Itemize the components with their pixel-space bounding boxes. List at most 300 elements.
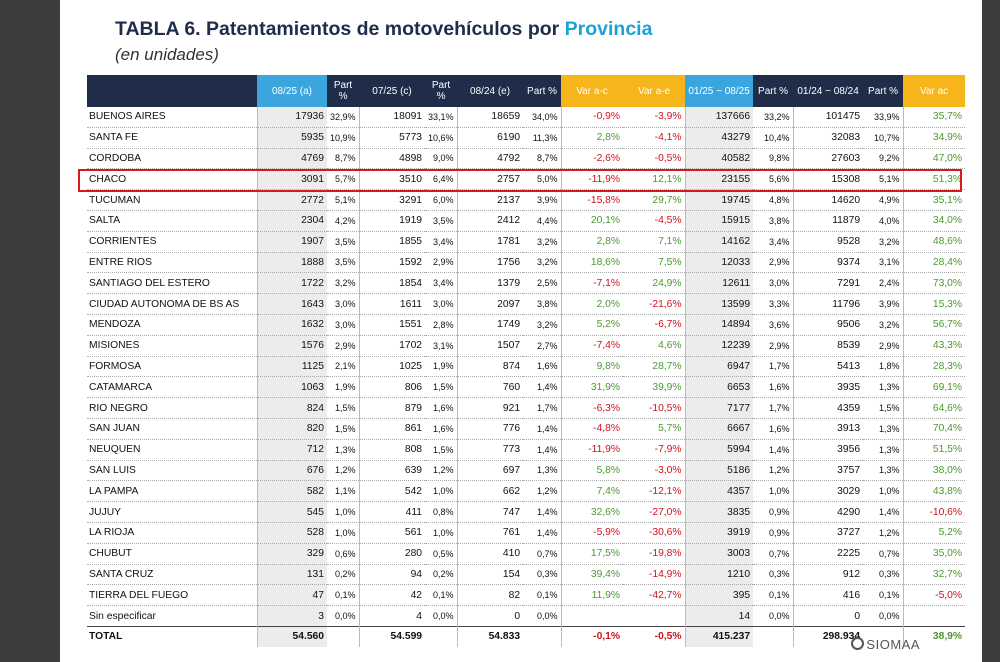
units-aug25-cell: 47: [257, 585, 327, 606]
table-row: [87, 460, 965, 481]
part-ytd24-cell: 0,0%: [863, 606, 903, 627]
part-ytd24-cell: 3,1%: [863, 252, 903, 273]
units-aug24-cell: 697: [457, 460, 523, 481]
var-ae-cell: -10,5%: [623, 398, 685, 419]
units-jul25-cell: 3291: [359, 190, 425, 211]
part-ytd24-cell: 3,2%: [863, 314, 903, 335]
province-cell: CORDOBA: [87, 148, 257, 169]
units-aug24-cell: 747: [457, 502, 523, 523]
var-ae-cell: -0,5%: [623, 626, 685, 646]
units-jul25-cell: 1611: [359, 294, 425, 315]
var-ac-cell: 5,8%: [561, 460, 623, 481]
units-ytd25-cell: 6947: [685, 356, 753, 377]
part-ytd25-cell: 3,0%: [753, 273, 793, 294]
units-aug25-cell: 1063: [257, 377, 327, 398]
var-ae-cell: -0,5%: [623, 148, 685, 169]
var-ac-cell: 11,9%: [561, 585, 623, 606]
var-ac-cell: 39,4%: [561, 564, 623, 585]
part-ytd25-cell: 1,2%: [753, 460, 793, 481]
var-ytd-cell: 51,3%: [903, 169, 965, 190]
part-jul25-cell: 1,0%: [425, 522, 457, 543]
province-cell: SAN LUIS: [87, 460, 257, 481]
units-ytd25-cell: 13599: [685, 294, 753, 315]
part-jul25-cell: 1,2%: [425, 460, 457, 481]
var-ac-cell: -7,4%: [561, 335, 623, 356]
part-aug24-cell: 2,5%: [523, 273, 561, 294]
var-ac-cell: 2,0%: [561, 294, 623, 315]
var-ytd-cell: 43,3%: [903, 335, 965, 356]
units-jul25-cell: 42: [359, 585, 425, 606]
units-aug24-cell: 2757: [457, 169, 523, 190]
units-jul25-cell: 879: [359, 398, 425, 419]
part-aug24-cell: 34,0%: [523, 107, 561, 127]
part-jul25-cell: 2,9%: [425, 252, 457, 273]
var-ytd-header: Var ac: [903, 75, 965, 107]
part-ytd25-cell: 10,4%: [753, 127, 793, 148]
var-ae-cell: [623, 606, 685, 627]
units-jul25-cell: 808: [359, 439, 425, 460]
part-ytd25-cell: 1,7%: [753, 398, 793, 419]
units-jul25-cell: 4: [359, 606, 425, 627]
part-ytd25-cell: 0,1%: [753, 585, 793, 606]
units-ytd24-cell: 27603: [793, 148, 863, 169]
var-ae-cell: -14,9%: [623, 564, 685, 585]
part-ytd24-cell: 2,9%: [863, 335, 903, 356]
province-cell: TUCUMAN: [87, 190, 257, 211]
var-ac-cell: 18,6%: [561, 252, 623, 273]
var-ac-cell: [561, 606, 623, 627]
part-ytd25-cell: 3,6%: [753, 314, 793, 335]
units-aug25-cell: 5935: [257, 127, 327, 148]
province-cell: CIUDAD AUTONOMA DE BS AS: [87, 294, 257, 315]
part-aug25-cell: 10,9%: [327, 127, 359, 148]
var-ae-cell: -42,7%: [623, 585, 685, 606]
var-ac-cell: 2,8%: [561, 127, 623, 148]
var-ae-cell: -21,6%: [623, 294, 685, 315]
table-row: [87, 543, 965, 564]
part-jul25-cell: 2,8%: [425, 314, 457, 335]
part-ytd24-cell: 1,3%: [863, 460, 903, 481]
units-aug24-cell: 773: [457, 439, 523, 460]
brand-name: SIOMAA: [866, 637, 920, 652]
units-aug24-cell: 2097: [457, 294, 523, 315]
units-ytd24-cell: 14620: [793, 190, 863, 211]
units-aug24-cell: 18659: [457, 107, 523, 127]
units-ytd24-cell: 0: [793, 606, 863, 627]
var-ae-cell: 4,6%: [623, 335, 685, 356]
units-aug25-cell: 54.560: [257, 626, 327, 646]
part-aug24-cell: 1,4%: [523, 418, 561, 439]
part-aug24-cell: 3,9%: [523, 190, 561, 211]
units-ytd25-cell: 6667: [685, 418, 753, 439]
part-aug25-cell: 32,9%: [327, 107, 359, 127]
part-jul25-cell: 33,1%: [425, 107, 457, 127]
part-aug24-cell: 8,7%: [523, 148, 561, 169]
part-aug25-cell: 1,5%: [327, 398, 359, 419]
units-ytd25-cell: 14894: [685, 314, 753, 335]
part-aug24-cell: 1,4%: [523, 439, 561, 460]
var-ytd-cell: 35,0%: [903, 543, 965, 564]
units-aug25-cell: 1722: [257, 273, 327, 294]
part-aug25-cell: 0,0%: [327, 606, 359, 627]
part-aug25-cell: 1,5%: [327, 418, 359, 439]
units-ytd25-cell: 12033: [685, 252, 753, 273]
part-jul25-cell: 1,6%: [425, 398, 457, 419]
part-aug24-cell: 3,8%: [523, 294, 561, 315]
table-row: [87, 107, 965, 127]
part-ytd25-header: Part %: [753, 75, 793, 107]
units-aug24-cell: 1756: [457, 252, 523, 273]
part-aug24-cell: 0,0%: [523, 606, 561, 627]
units-jul25-cell: 411: [359, 502, 425, 523]
part-jul25-cell: 1,5%: [425, 377, 457, 398]
units-ytd24-cell: 3029: [793, 481, 863, 502]
var-ytd-cell: 47,0%: [903, 148, 965, 169]
units-aug24-cell: 921: [457, 398, 523, 419]
part-aug25-cell: 1,0%: [327, 502, 359, 523]
province-cell: CHACO: [87, 169, 257, 190]
part-ytd25-cell: 0,3%: [753, 564, 793, 585]
units-aug24-cell: 1507: [457, 335, 523, 356]
part-ytd24-cell: 9,2%: [863, 148, 903, 169]
table-row: [87, 356, 965, 377]
part-aug25-cell: 3,5%: [327, 231, 359, 252]
table-row: [87, 314, 965, 335]
province-cell: SAN JUAN: [87, 418, 257, 439]
units-aug25-cell: 2304: [257, 210, 327, 231]
province-cell: BUENOS AIRES: [87, 107, 257, 127]
part-ytd25-cell: 1,6%: [753, 377, 793, 398]
units-jul25-cell: 3510: [359, 169, 425, 190]
part-ytd25-cell: 3,3%: [753, 294, 793, 315]
part-ytd25-cell: 0,7%: [753, 543, 793, 564]
var-ytd-cell: 48,6%: [903, 231, 965, 252]
part-aug24-cell: 1,4%: [523, 502, 561, 523]
units-ytd24-cell: 11796: [793, 294, 863, 315]
units-aug24-cell: 761: [457, 522, 523, 543]
table-row: [87, 585, 965, 606]
var-ac-cell: -6,3%: [561, 398, 623, 419]
table-row: [87, 377, 965, 398]
header-row: [87, 75, 965, 107]
var-ae-cell: 24,9%: [623, 273, 685, 294]
part-ytd25-cell: 0,0%: [753, 606, 793, 627]
table-title: [115, 18, 652, 41]
part-ytd24-cell: 1,4%: [863, 502, 903, 523]
units-ytd25-cell: 415.237: [685, 626, 753, 646]
units-ytd25-cell: 3835: [685, 502, 753, 523]
units-aug25-cell: 131: [257, 564, 327, 585]
province-cell: JUJUY: [87, 502, 257, 523]
part-ytd24-cell: 1,3%: [863, 418, 903, 439]
var-ytd-cell: 15,3%: [903, 294, 965, 315]
part-jul25-cell: 3,5%: [425, 210, 457, 231]
var-ytd-cell: 56,7%: [903, 314, 965, 335]
table-row: [87, 335, 965, 356]
units-jul25-cell: 1592: [359, 252, 425, 273]
var-ae-cell: 29,7%: [623, 190, 685, 211]
units-ytd25-cell: 43279: [685, 127, 753, 148]
part-aug24-cell: 3,2%: [523, 314, 561, 335]
units-ytd24-cell: 3956: [793, 439, 863, 460]
var-ytd-cell: 28,3%: [903, 356, 965, 377]
part-jul25-cell: 10,6%: [425, 127, 457, 148]
units-ytd24-cell: 3727: [793, 522, 863, 543]
part-ytd24-cell: 10,7%: [863, 127, 903, 148]
var-ac-cell: -5,9%: [561, 522, 623, 543]
units-jul25-cell: 806: [359, 377, 425, 398]
table-row: [87, 502, 965, 523]
title-text: TABLA 6. Patentamientos de motovehículos por: [115, 18, 565, 40]
units-aug24-cell: 0: [457, 606, 523, 627]
units-ytd25-cell: 12239: [685, 335, 753, 356]
var-ae-cell: -3,9%: [623, 107, 685, 127]
units-ytd24-cell: 32083: [793, 127, 863, 148]
units-jul25-cell: 861: [359, 418, 425, 439]
units-aug24-cell: 2412: [457, 210, 523, 231]
part-jul25-header: Part %: [425, 75, 457, 107]
units-jul25-cell: 94: [359, 564, 425, 585]
part-aug25-cell: [327, 626, 359, 646]
var-ac-cell: -0,1%: [561, 626, 623, 646]
province-cell: Sin especificar: [87, 606, 257, 627]
part-ytd25-cell: 1,6%: [753, 418, 793, 439]
siomaa-logo-icon: [851, 637, 864, 650]
part-jul25-cell: 3,1%: [425, 335, 457, 356]
part-jul25-cell: [425, 626, 457, 646]
province-cell: RIO NEGRO: [87, 398, 257, 419]
units-ytd25-cell: 4357: [685, 481, 753, 502]
table-row: [87, 398, 965, 419]
table-subtitle: (en unidades): [115, 45, 219, 64]
units-aug25-cell: 1907: [257, 231, 327, 252]
var-ac-cell: -11,9%: [561, 439, 623, 460]
part-jul25-cell: 0,0%: [425, 606, 457, 627]
province-cell: SANTIAGO DEL ESTERO: [87, 273, 257, 294]
units-jul25-cell: 1702: [359, 335, 425, 356]
province-cell: SALTA: [87, 210, 257, 231]
var-ac-cell: 32,6%: [561, 502, 623, 523]
var-ytd-cell: [903, 606, 965, 627]
units-ytd24-cell: 15308: [793, 169, 863, 190]
part-aug24-cell: 0,3%: [523, 564, 561, 585]
var-ac-cell: 20,1%: [561, 210, 623, 231]
siomaa-logo: [851, 637, 920, 652]
part-jul25-cell: 6,0%: [425, 190, 457, 211]
units-aug25-cell: 582: [257, 481, 327, 502]
part-ytd24-cell: 4,9%: [863, 190, 903, 211]
var-ytd-cell: 69,1%: [903, 377, 965, 398]
part-aug24-cell: 3,2%: [523, 231, 561, 252]
report-page: [60, 0, 982, 662]
table-row: [87, 190, 965, 211]
part-ytd25-cell: 1,4%: [753, 439, 793, 460]
part-aug25-cell: 1,3%: [327, 439, 359, 460]
part-ytd24-header: Part %: [863, 75, 903, 107]
units-ytd24-cell: 3757: [793, 460, 863, 481]
var-ae-cell: -7,9%: [623, 439, 685, 460]
part-aug25-cell: 5,1%: [327, 190, 359, 211]
units-aug24-cell: 874: [457, 356, 523, 377]
highlight-box: [78, 169, 962, 192]
var-ae-cell: -30,6%: [623, 522, 685, 543]
units-ytd24-cell: 5413: [793, 356, 863, 377]
units-aug25-cell: 545: [257, 502, 327, 523]
var-ac-cell: 9,8%: [561, 356, 623, 377]
units-jul25-cell: 5773: [359, 127, 425, 148]
part-aug25-cell: 4,2%: [327, 210, 359, 231]
part-jul25-cell: 0,5%: [425, 543, 457, 564]
var-ytd-cell: 5,2%: [903, 522, 965, 543]
var-ytd-cell: 38,0%: [903, 460, 965, 481]
province-cell: SANTA FE: [87, 127, 257, 148]
units-jul25-cell: 54.599: [359, 626, 425, 646]
units-ytd25-cell: 7177: [685, 398, 753, 419]
units-jul25-cell: 280: [359, 543, 425, 564]
units-ytd24-cell: 912: [793, 564, 863, 585]
units-ytd24-cell: 101475: [793, 107, 863, 127]
units-ytd25-cell: 3919: [685, 522, 753, 543]
units-ytd24-cell: 9506: [793, 314, 863, 335]
var-ac-header: Var a-c: [561, 75, 623, 107]
units-aug24-cell: 82: [457, 585, 523, 606]
var-ae-cell: 28,7%: [623, 356, 685, 377]
var-ytd-cell: 64,6%: [903, 398, 965, 419]
province-cell: TOTAL: [87, 626, 257, 646]
units-aug25-cell: 1632: [257, 314, 327, 335]
units-aug25-cell: 4769: [257, 148, 327, 169]
var-ac-cell: 31,9%: [561, 377, 623, 398]
units-aug25-cell: 528: [257, 522, 327, 543]
units-ytd25-cell: 137666: [685, 107, 753, 127]
province-cell: CATAMARCA: [87, 377, 257, 398]
var-ytd-cell: -10,6%: [903, 502, 965, 523]
part-aug25-cell: 1,0%: [327, 522, 359, 543]
units-aug25-cell: 17936: [257, 107, 327, 127]
units-ytd25-cell: 3003: [685, 543, 753, 564]
part-ytd24-cell: 1,0%: [863, 481, 903, 502]
units-aug24-cell: 2137: [457, 190, 523, 211]
part-jul25-cell: 3,4%: [425, 231, 457, 252]
units-jul25-cell: 1025: [359, 356, 425, 377]
var-ac-cell: -7,1%: [561, 273, 623, 294]
table-row: [87, 252, 965, 273]
table-row: [87, 294, 965, 315]
var-ytd-cell: 70,4%: [903, 418, 965, 439]
part-jul25-cell: 1,0%: [425, 481, 457, 502]
var-ae-header: Var a-e: [623, 75, 685, 107]
part-aug24-cell: 11,3%: [523, 127, 561, 148]
units-aug25-cell: 3091: [257, 169, 327, 190]
part-ytd24-cell: 2,4%: [863, 273, 903, 294]
var-ytd-cell: 35,1%: [903, 190, 965, 211]
var-ytd-cell: 28,4%: [903, 252, 965, 273]
table-row: [87, 127, 965, 148]
part-jul25-cell: 3,0%: [425, 294, 457, 315]
part-jul25-cell: 1,5%: [425, 439, 457, 460]
province-cell: LA PAMPA: [87, 481, 257, 502]
units-aug24-cell: 1781: [457, 231, 523, 252]
part-aug25-cell: 1,2%: [327, 460, 359, 481]
part-ytd24-cell: 1,2%: [863, 522, 903, 543]
units-aug25-cell: 1643: [257, 294, 327, 315]
var-ytd-cell: 35,7%: [903, 107, 965, 127]
var-ae-cell: 7,5%: [623, 252, 685, 273]
units-aug25-cell: 2772: [257, 190, 327, 211]
units-ytd24-cell: 298.934: [793, 626, 863, 646]
province-cell: LA RIOJA: [87, 522, 257, 543]
units-ytd24-cell: 3913: [793, 418, 863, 439]
part-jul25-cell: 0,1%: [425, 585, 457, 606]
part-aug24-cell: [523, 626, 561, 646]
part-aug25-cell: 3,2%: [327, 273, 359, 294]
part-aug25-header: Part %: [327, 75, 359, 107]
part-aug24-cell: 0,7%: [523, 543, 561, 564]
units-ytd24-cell: 3935: [793, 377, 863, 398]
part-ytd25-cell: 0,9%: [753, 522, 793, 543]
part-ytd24-cell: 0,7%: [863, 543, 903, 564]
part-aug24-cell: 1,4%: [523, 522, 561, 543]
units-ytd24-cell: 8539: [793, 335, 863, 356]
part-aug25-cell: 8,7%: [327, 148, 359, 169]
part-ytd25-cell: 2,9%: [753, 252, 793, 273]
part-aug24-cell: 1,2%: [523, 481, 561, 502]
units-jul25-cell: 561: [359, 522, 425, 543]
units-jul25-cell: 1551: [359, 314, 425, 335]
part-aug25-cell: 3,0%: [327, 314, 359, 335]
units-aug25-cell: 820: [257, 418, 327, 439]
table-row: [87, 522, 965, 543]
units-ytd25-cell: 14: [685, 606, 753, 627]
aug25-header: 08/25 (a): [257, 75, 327, 107]
part-aug24-cell: 1,7%: [523, 398, 561, 419]
part-ytd24-cell: 0,1%: [863, 585, 903, 606]
table-row: [87, 231, 965, 252]
units-ytd25-cell: 15915: [685, 210, 753, 231]
part-aug24-cell: 1,4%: [523, 377, 561, 398]
var-ae-cell: 12,1%: [623, 169, 685, 190]
part-ytd24-cell: 33,9%: [863, 107, 903, 127]
table-row: [87, 148, 965, 169]
var-ytd-cell: 34,0%: [903, 210, 965, 231]
units-ytd24-cell: 11879: [793, 210, 863, 231]
part-ytd25-cell: 9,8%: [753, 148, 793, 169]
var-ae-cell: -4,1%: [623, 127, 685, 148]
part-aug25-cell: 2,9%: [327, 335, 359, 356]
part-ytd24-cell: 5,1%: [863, 169, 903, 190]
var-ytd-cell: -5,0%: [903, 585, 965, 606]
part-ytd24-cell: 1,3%: [863, 439, 903, 460]
province-cell: ENTRE RIOS: [87, 252, 257, 273]
total-row: [87, 626, 965, 646]
var-ac-cell: 5,2%: [561, 314, 623, 335]
units-ytd24-cell: 9374: [793, 252, 863, 273]
units-ytd24-cell: 2225: [793, 543, 863, 564]
units-ytd25-cell: 5994: [685, 439, 753, 460]
units-aug24-cell: 6190: [457, 127, 523, 148]
var-ytd-cell: 34,9%: [903, 127, 965, 148]
part-ytd24-cell: 4,0%: [863, 210, 903, 231]
part-aug24-cell: 5,0%: [523, 169, 561, 190]
units-ytd24-cell: 9528: [793, 231, 863, 252]
part-ytd24-cell: 1,8%: [863, 356, 903, 377]
units-aug24-cell: 662: [457, 481, 523, 502]
part-jul25-cell: 9,0%: [425, 148, 457, 169]
units-jul25-cell: 4898: [359, 148, 425, 169]
units-ytd25-cell: 14162: [685, 231, 753, 252]
part-jul25-cell: 1,9%: [425, 356, 457, 377]
units-jul25-cell: 18091: [359, 107, 425, 127]
